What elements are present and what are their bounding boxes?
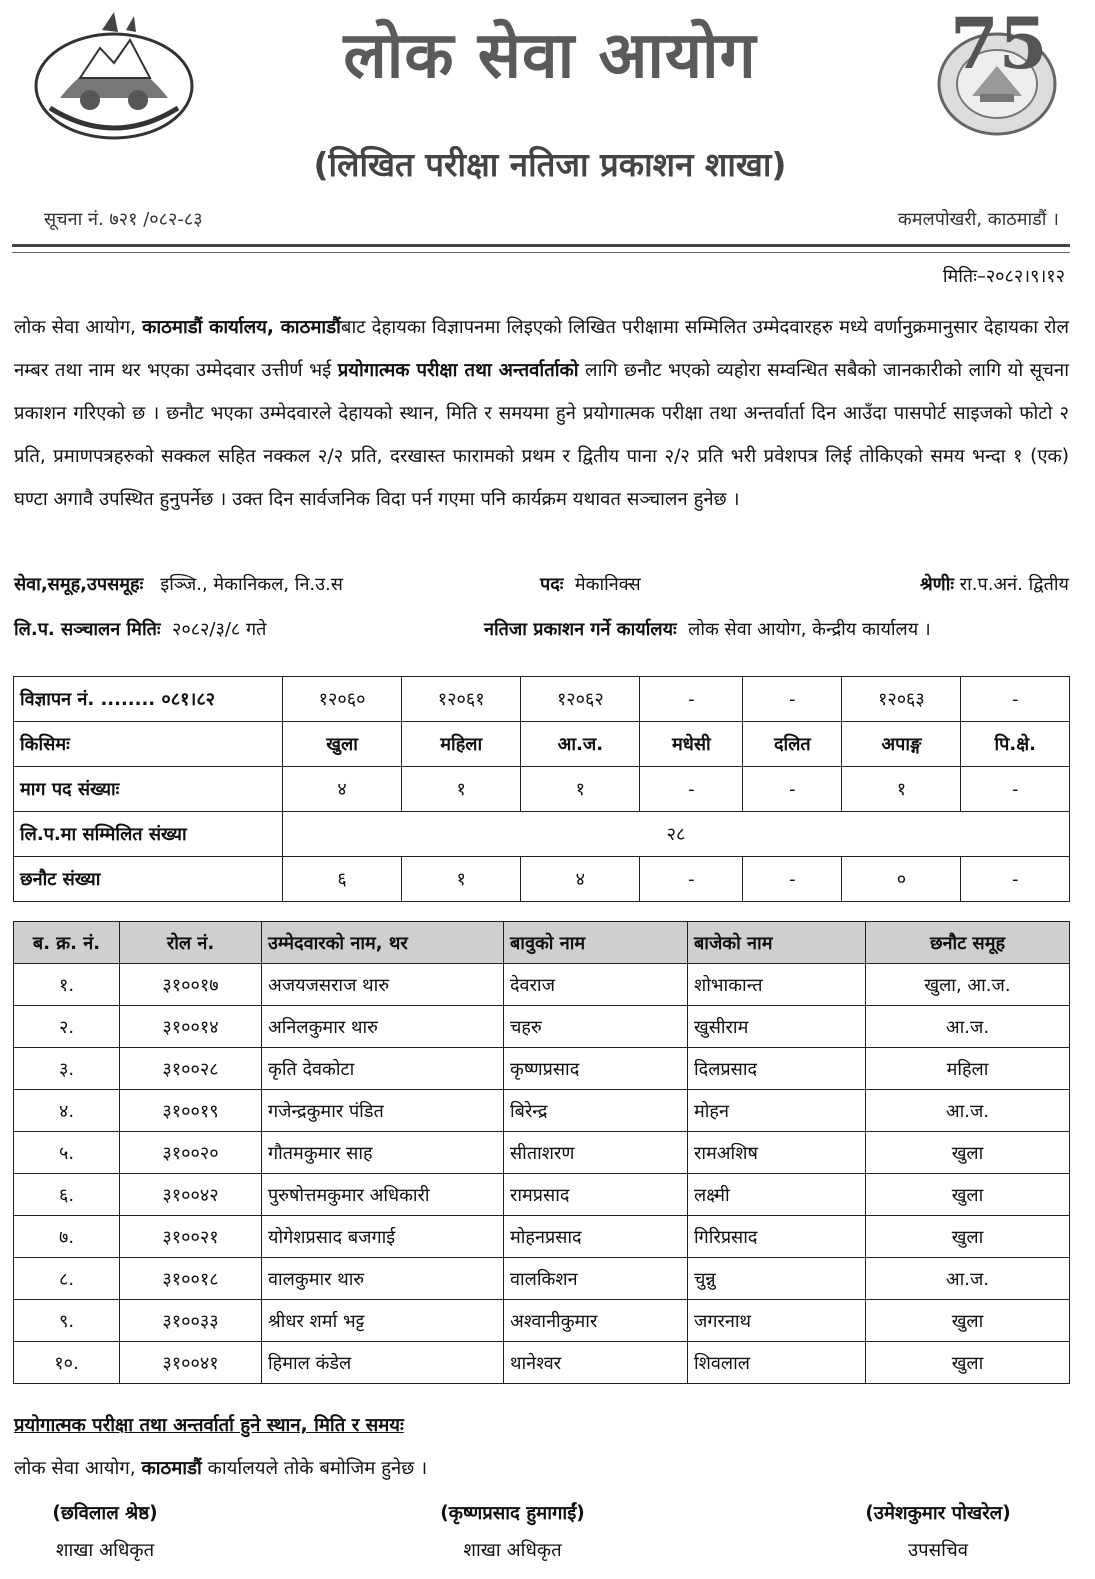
ad-number: - xyxy=(961,677,1070,722)
selected-cell: ० xyxy=(842,857,961,902)
cell-roll: ३१००२० xyxy=(120,1132,262,1174)
kind-cell: आ.ज. xyxy=(521,722,640,767)
cell-name: वालकुमार थारु xyxy=(262,1258,504,1300)
cell-grandfather: चुन्नु xyxy=(688,1258,866,1300)
service-value: इञ्जि., मेकानिकल, नि.उ.स xyxy=(160,574,343,595)
cell-group: खुला xyxy=(866,1300,1070,1342)
selected-cell: - xyxy=(961,857,1070,902)
cell-group: आ.ज. xyxy=(866,1006,1070,1048)
selected-cell: - xyxy=(743,857,842,902)
col-father: बावुको नाम xyxy=(504,922,688,964)
cell-grandfather: लक्ष्मी xyxy=(688,1174,866,1216)
results-header-row xyxy=(14,922,1070,964)
cell-grandfather: दिलप्रसाद xyxy=(688,1048,866,1090)
exam-date-label: लि.प. सञ्चालन मितिः xyxy=(14,619,161,640)
signatory-1 xyxy=(30,1500,180,1562)
cell-group: खुला xyxy=(866,1174,1070,1216)
cell-name: पुरुषोत्तमकुमार अधिकारी xyxy=(262,1174,504,1216)
col-serial: ब. क्र. नं. xyxy=(14,922,120,964)
cell-roll: ३१००४२ xyxy=(120,1174,262,1216)
ad-number: - xyxy=(743,677,842,722)
publishing-office xyxy=(484,617,931,641)
kind-cell: अपाङ्ग xyxy=(842,722,961,767)
para-text: लोक सेवा आयोग, xyxy=(14,317,143,338)
cell-serial: २. xyxy=(14,1006,120,1048)
posts-cell: १ xyxy=(521,767,640,812)
signatory-name: (उमेशकुमार पोखरेल) xyxy=(865,1503,1011,1524)
exam-date-value: २०८२/३/८ गते xyxy=(171,619,267,640)
cell-grandfather: मोहन xyxy=(688,1090,866,1132)
ad-number: - xyxy=(640,677,743,722)
ad-label: विज्ञापन नं. ........ ०८१।८२ xyxy=(14,677,283,722)
venue-office: काठमाडौं xyxy=(141,1458,202,1479)
results-table xyxy=(13,921,1070,1384)
kind-cell: पि.क्षे. xyxy=(961,722,1070,767)
cell-father: मोहनप्रसाद xyxy=(504,1216,688,1258)
signatory-name: (छविलाल श्रेष्ठ) xyxy=(52,1503,158,1524)
cell-group: खुला xyxy=(866,1132,1070,1174)
selected-cell: - xyxy=(640,857,743,902)
cell-name: योगेशप्रसाद बजगाई xyxy=(262,1216,504,1258)
cell-grandfather: शिवलाल xyxy=(688,1342,866,1384)
cell-father: अश्वानीकुमार xyxy=(504,1300,688,1342)
cell-group: खुला, आ.ज. xyxy=(866,964,1070,1006)
class-value: रा.प.अनं. द्वितीय xyxy=(959,574,1069,595)
cell-grandfather: जगरनाथ xyxy=(688,1300,866,1342)
post-value: मेकानिक्स xyxy=(574,574,641,595)
ad-number: १२०६० xyxy=(283,677,402,722)
cell-name: श्रीधर शर्मा भट्ट xyxy=(262,1300,504,1342)
table-row xyxy=(14,1174,1070,1216)
cell-serial: ९. xyxy=(14,1300,120,1342)
participants-row xyxy=(14,812,1070,857)
cell-roll: ३१००१९ xyxy=(120,1090,262,1132)
cell-roll: ३१००२८ xyxy=(120,1048,262,1090)
col-roll: रोल नं. xyxy=(120,922,262,964)
para-office: काठमाडौं कार्यालय, काठमाडौं xyxy=(142,317,341,338)
class-label: श्रेणीः xyxy=(919,574,954,595)
participants-label: लि.प.मा सम्मिलित संख्या xyxy=(14,812,283,857)
svg-text:75: 75 xyxy=(950,6,1048,85)
cell-serial: ७. xyxy=(14,1216,120,1258)
service-label: सेवा,समूह,उपसमूहः xyxy=(14,574,144,595)
cell-grandfather: गिरिप्रसाद xyxy=(688,1216,866,1258)
col-name: उम्मेदवारको नाम, थर xyxy=(262,922,504,964)
selected-cell: ६ xyxy=(283,857,402,902)
page-subtitle: (लिखित परीक्षा नतिजा प्रकाशन शाखा) xyxy=(313,145,787,184)
venue-text-part: लोक सेवा आयोग, xyxy=(14,1458,142,1479)
psc-75-years-logo-icon xyxy=(922,6,1072,136)
cell-serial: ५. xyxy=(14,1132,120,1174)
col-group: छनौट समूह xyxy=(866,922,1070,964)
cell-father: वालकिशन xyxy=(504,1258,688,1300)
cell-roll: ३१००१७ xyxy=(120,964,262,1006)
table-row xyxy=(14,1090,1070,1132)
col-grandfather: बाजेको नाम xyxy=(688,922,866,964)
signatory-2 xyxy=(405,1500,620,1562)
venue-text-part: कार्यालयले तोके बमोजिम हुनेछ । xyxy=(201,1458,428,1479)
office-label: नतिजा प्रकाशन गर्ने कार्यालयः xyxy=(484,619,677,640)
ad-number-row xyxy=(14,677,1070,722)
cell-group: आ.ज. xyxy=(866,1090,1070,1132)
cell-father: सीताशरण xyxy=(504,1132,688,1174)
cell-serial: ६. xyxy=(14,1174,120,1216)
cell-group: खुला xyxy=(866,1342,1070,1384)
cell-roll: ३१००१८ xyxy=(120,1258,262,1300)
signatory-title: उपसचिव xyxy=(908,1540,968,1561)
office-value: लोक सेवा आयोग, केन्द्रीय कार्यालय । xyxy=(688,619,931,640)
cell-roll: ३१००१४ xyxy=(120,1006,262,1048)
cell-roll: ३१००४१ xyxy=(120,1342,262,1384)
cell-father: कृष्णप्रसाद xyxy=(504,1048,688,1090)
kind-cell: महिला xyxy=(402,722,521,767)
cell-name: अनिलकुमार थारु xyxy=(262,1006,504,1048)
office-location: कमलपोखरी, काठमाडौं । xyxy=(897,209,1059,230)
venue-heading: प्रयोगात्मक परीक्षा तथा अन्तर्वार्ता हुने स्थान, मिति र समयः xyxy=(14,1415,404,1436)
venue-text xyxy=(14,1455,427,1480)
table-row xyxy=(14,1006,1070,1048)
post xyxy=(540,572,641,596)
page-title: लोक सेवा आयोग xyxy=(343,19,757,93)
cell-group: महिला xyxy=(866,1048,1070,1090)
posts-cell: १ xyxy=(402,767,521,812)
para-text: लागि छनौट भएको व्यहोरा सम्वन्धित सबैको जानकारीको लागि यो सूचना प्रकाशन गरिएको छ । छनौट भएका उम्मेदवारले देहायको स्थान, मिति र समयमा हुने प्रयोगात्मक परीक्षा तथा अन्तर्वार्ता दिन आउँदा पासपोर्ट साइजको फोटो २ प्रति, प्रमाणपत्रहरुको सक्कल सहित नक्कल २/२ प्रति, दरखास्त फारामको प्रथम र द्वितीय पाना २/२ प्रति भरी प्रवेशपत्र लिई तोकिएको समय भन्दा १ (एक) घण्टा अगावै उपस्थित हुनुपर्नेछ । उक्त दिन सार्वजनिक विदा पर्न गएमा पनि कार्यक्रम यथावत सञ्चालन हुनेछ । xyxy=(14,360,1069,510)
para-exam-type: प्रयोगात्मक परीक्षा तथा अन्तर्वार्ताको xyxy=(337,360,579,381)
cell-name: गजेन्द्रकुमार पंडित xyxy=(262,1090,504,1132)
signatory-title: शाखा अधिकृत xyxy=(55,1540,155,1561)
posts-cell: १ xyxy=(842,767,961,812)
para-text: बाट देहायका विज्ञापनमा लिइएको लिखित परीक्षामा सम्मिलित उम्मेदवारहरु मध्ये वर्णानुक्रमानुसार देहायका रोल नम्बर तथा नाम थर भएका उम्मेदवार उत्तीर्ण भई xyxy=(14,317,1069,381)
table-row xyxy=(14,1342,1070,1384)
service-group xyxy=(14,572,343,596)
header-rule-thin xyxy=(12,252,1070,253)
signatory-title: शाखा अधिकृत xyxy=(463,1540,562,1561)
notice-date: मितिः–२०८२।९।१२ xyxy=(942,266,1065,287)
nepal-emblem-icon xyxy=(30,8,198,143)
exam-date xyxy=(14,617,266,641)
table-row xyxy=(14,1258,1070,1300)
notice-number: सूचना नं. ७२१ /०८२-८३ xyxy=(44,209,203,230)
selected-cell: ४ xyxy=(521,857,640,902)
cell-name: गौतमकुमार साह xyxy=(262,1132,504,1174)
results-body xyxy=(14,964,1070,1384)
kind-cell: खुला xyxy=(283,722,402,767)
cell-grandfather: रामअशिष xyxy=(688,1132,866,1174)
cell-roll: ३१००३३ xyxy=(120,1300,262,1342)
cell-serial: ३. xyxy=(14,1048,120,1090)
cell-father: बिरेन्द्र xyxy=(504,1090,688,1132)
cell-serial: १०. xyxy=(14,1342,120,1384)
table-row xyxy=(14,964,1070,1006)
class xyxy=(920,572,1069,596)
ad-number: १२०६३ xyxy=(842,677,961,722)
table-row xyxy=(14,1048,1070,1090)
cell-father: चहरु xyxy=(504,1006,688,1048)
kind-cell: दलित xyxy=(743,722,842,767)
cell-name: कृति देवकोटा xyxy=(262,1048,504,1090)
selected-cell: १ xyxy=(402,857,521,902)
participants-count: २८ xyxy=(283,812,1070,857)
cell-serial: ४. xyxy=(14,1090,120,1132)
posts-cell: - xyxy=(743,767,842,812)
cell-father: रामप्रसाद xyxy=(504,1174,688,1216)
cell-father: थानेश्वर xyxy=(504,1342,688,1384)
posts-label: माग पद संख्याः xyxy=(14,767,283,812)
summary-table xyxy=(13,676,1070,902)
cell-serial: १. xyxy=(14,964,120,1006)
header-rule xyxy=(12,244,1070,247)
cell-name: अजयजसराज थारु xyxy=(262,964,504,1006)
signatory-3 xyxy=(838,1500,1038,1562)
table-row xyxy=(14,1300,1070,1342)
cell-grandfather: खुसीराम xyxy=(688,1006,866,1048)
posts-cell: - xyxy=(961,767,1070,812)
notice-paragraph xyxy=(14,306,1069,521)
kind-cell: मधेसी xyxy=(640,722,743,767)
cell-group: आ.ज. xyxy=(866,1258,1070,1300)
cell-grandfather: शोभाकान्त xyxy=(688,964,866,1006)
posts-cell: ४ xyxy=(283,767,402,812)
kind-row xyxy=(14,722,1070,767)
selected-label: छनौट संख्या xyxy=(14,857,283,902)
cell-name: हिमाल कंडेल xyxy=(262,1342,504,1384)
table-row xyxy=(14,1132,1070,1174)
cell-group: खुला xyxy=(866,1216,1070,1258)
table-row xyxy=(14,1216,1070,1258)
signatory-name: (कृष्णप्रसाद हुमागाईं) xyxy=(440,1503,585,1524)
kind-label: किसिमः xyxy=(14,722,283,767)
cell-serial: ८. xyxy=(14,1258,120,1300)
ad-number: १२०६२ xyxy=(521,677,640,722)
ad-number: १२०६१ xyxy=(402,677,521,722)
posts-row xyxy=(14,767,1070,812)
cell-father: देवराज xyxy=(504,964,688,1006)
selected-row xyxy=(14,857,1070,902)
posts-cell: - xyxy=(640,767,743,812)
cell-roll: ३१००२१ xyxy=(120,1216,262,1258)
post-label: पदः xyxy=(540,574,564,595)
